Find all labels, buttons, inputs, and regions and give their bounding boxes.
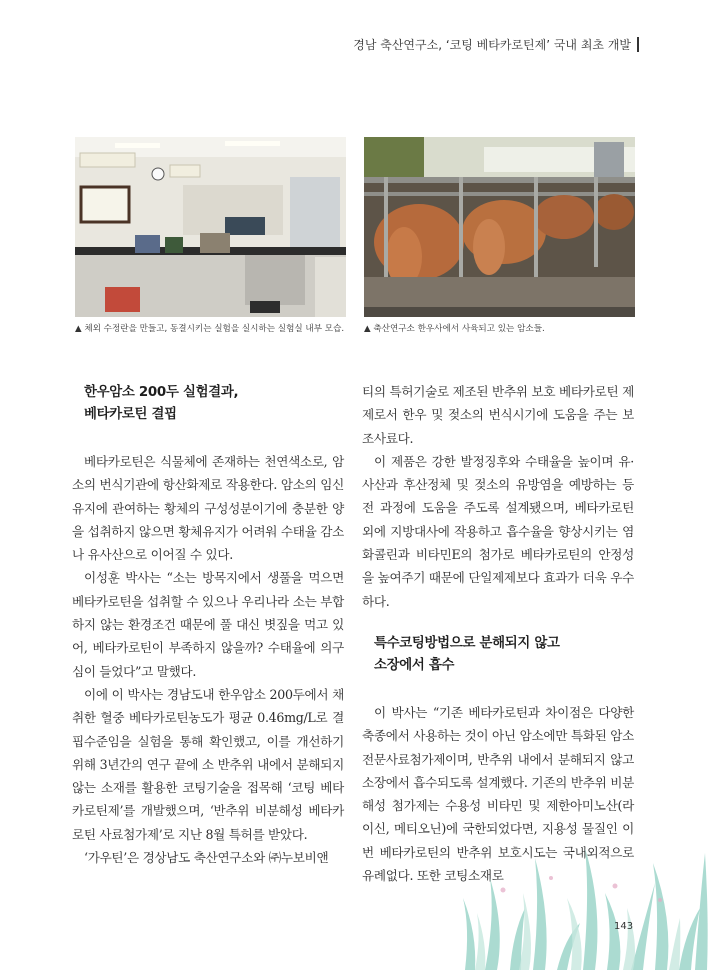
left-paragraph-1: 베타카로틴은 식물체에 존재하는 천연색소로, 암소의 번식기관에 항산화제로 작용한다. 암소의 임신유지에 관여하는 황체의 구성성분이기에 충분한 양을 섭취하지 않으면 황체유지가 어려워 수태율 감소나 유사산으로 이어질 수 있다. — [72, 454, 344, 563]
right-column — [362, 380, 634, 887]
section-heading-2-line1: 특수코팅방법으로 분해되지 않고 — [374, 635, 560, 651]
section-heading-2 — [374, 633, 634, 677]
left-paragraph-4: ‘가우틴’은 경상남도 축산연구소와 ㈜누보비앤 — [84, 850, 329, 866]
running-header — [353, 36, 639, 53]
section-heading-1-line2: 베타카로틴 결핍 — [84, 407, 177, 422]
lab-photo-caption: ▲ 체외 수정란을 만들고, 동결시키는 실험을 실시하는 실험실 내부 모습. — [75, 324, 345, 334]
section-heading-1-line1: 한우암소 200두 실험결과, — [84, 385, 239, 400]
cattle-photo-caption: ▲ 축산연구소 한우사에서 사육되고 있는 암소들. — [364, 324, 545, 334]
decorative-grass-illustration — [455, 838, 709, 970]
header-divider — [637, 37, 639, 52]
right-paragraph-3: 이 박사는 “기존 베타카로틴과 차이점은 다양한 축종에서 사용하는 것이 아닌 암소에만 특화된 암소 전문사료첨가제이며, 반추위 내에서 분해되지 않고 소장에서 흡수되도록 설계했다. 기존의 반추위 비분해성 첨가제는 수용성 비타민 및 제한아미노산(라이신, 메티오닌)에 국한되었다면, 지용성 물질인 이번 베타카로틴의 반추위 보호시도는 국내외적으로 유례없다. 또한 코팅소재로 — [362, 704, 634, 884]
right-paragraph-2: 이 제품은 강한 발정징후와 수태율을 높이며 유·사산과 후산정체 및 젖소의 유방염을 예방하는 등 전 과정에 도움을 주도록 설계됐으며, 베타카로틴 외에 지방대사에 작용하고 흡수율을 향상시키는 염화콜린과 비타민E의 첨가로 베타카로틴의 안정성을 높여주기 때문에 단일제제보다 효과가 더욱 우수하다. — [362, 453, 634, 609]
right-paragraph-1: 티의 특허기술로 제조된 반추위 보호 베타카로틴 제제로서 한우 및 젖소의 번식시기에 도움을 주는 보조사료다. — [362, 384, 634, 446]
section-heading-2-line2: 소장에서 흡수 — [374, 657, 455, 673]
page-number: 143 — [614, 921, 634, 932]
cattle-photo — [364, 137, 635, 317]
left-column — [72, 382, 344, 869]
lab-photo — [75, 137, 346, 317]
left-paragraph-2: 이성훈 박사는 “소는 방목지에서 생풀을 먹으면 베타카로틴을 섭취할 수 있으나 우리나라 소는 부합하지 않는 환경조건 때문에 풀 대신 볏짚을 먹고 있어, 베타카로틴이 부족하지 않을까? 수태율에 의구심이 들었다”고 말했다. — [72, 570, 344, 679]
section-heading-1 — [84, 382, 344, 426]
running-title: 경남 축산연구소, ‘코팅 베타카로틴제’ 국내 최초 개발 — [353, 38, 631, 52]
left-paragraph-3: 이에 이 박사는 경남도내 한우암소 200두에서 채취한 혈중 베타카로틴농도가 평균 0.46mg/L로 결핍수준임을 실험을 통해 확인했고, 이를 개선하기 위해 3년간의 연구 끝에 소 반추위 내에서 분해되지 않는 소재를 활용한 코팅기술을 접목해 ‘코팅 베타카로틴제’를 개발했으며, ‘반추위 비분해성 베타카로틴 사료첨가제’로 지난 8월 특허를 받았다. — [72, 686, 344, 842]
